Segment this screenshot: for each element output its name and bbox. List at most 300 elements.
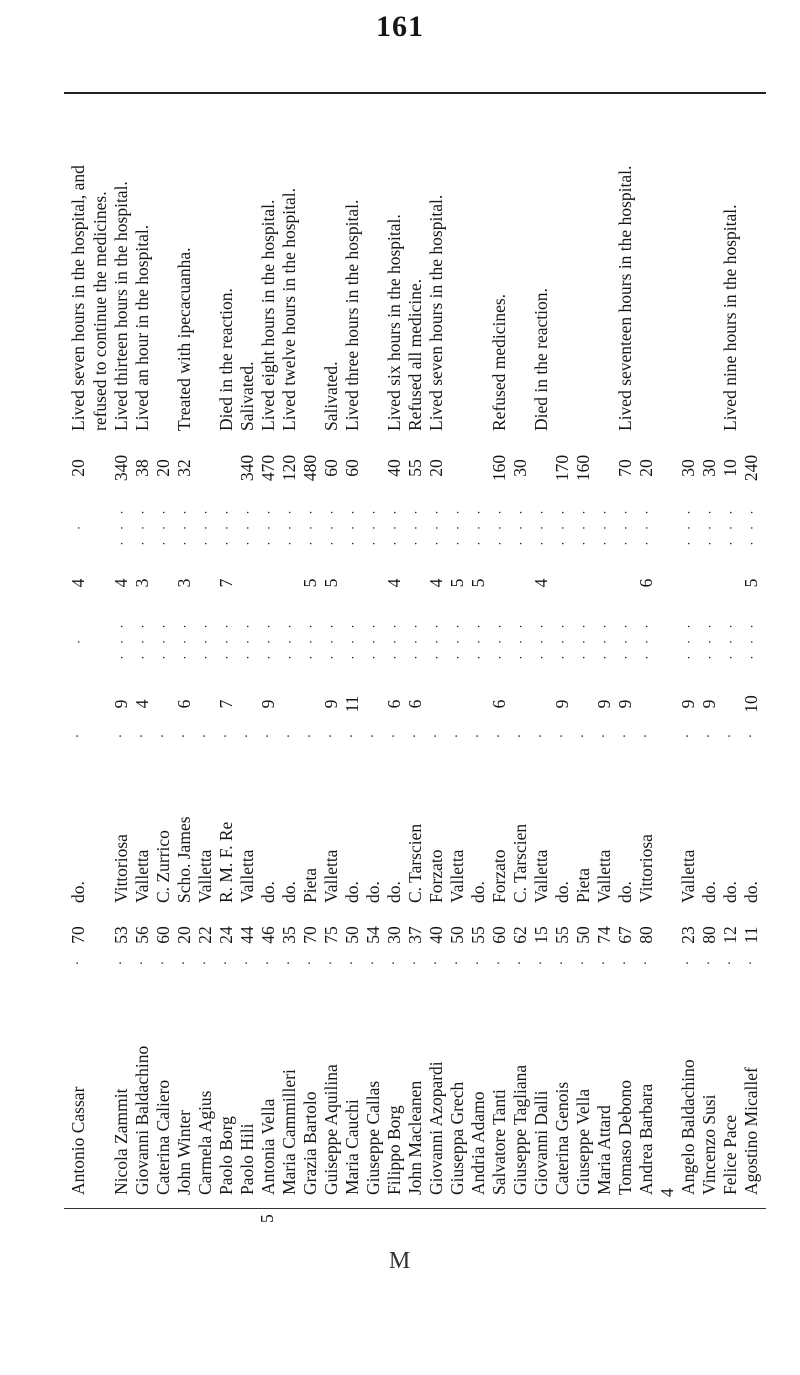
patient-name: Grazia Bartolo bbox=[300, 1091, 320, 1195]
margin-number: 5 bbox=[257, 1214, 277, 1223]
leader-dots: · bbox=[513, 733, 528, 739]
patient-name: Andria Adamo bbox=[468, 1091, 488, 1195]
result-note: Lived nine hours in the hospital. bbox=[720, 204, 740, 431]
hours-value: 9 bbox=[552, 699, 572, 709]
patient-age: 30 bbox=[384, 926, 404, 944]
table-row bbox=[132, 110, 153, 1195]
dose-value: 240 bbox=[741, 454, 761, 482]
leader-dots: · bbox=[156, 733, 171, 739]
result-note: Lived seventeen hours in the hospital. bbox=[615, 165, 635, 431]
result-note: Lived twelve hours in the hospital. bbox=[279, 187, 299, 431]
grains-value: 4 bbox=[531, 578, 551, 588]
hours-value: 7 bbox=[216, 699, 236, 709]
leader-dots: · bbox=[723, 960, 738, 966]
leader-dots: · bbox=[618, 733, 633, 739]
leader-dots: · · · bbox=[471, 620, 486, 660]
patient-name: Salvatore Tanti bbox=[489, 1089, 509, 1195]
leader-dots: · bbox=[597, 960, 612, 966]
patient-name: Vincenzo Susi bbox=[699, 1094, 719, 1195]
leader-dots: · bbox=[387, 960, 402, 966]
leader-dots: · · · bbox=[282, 620, 297, 660]
patient-age: 70 bbox=[300, 926, 320, 944]
leader-dots: · bbox=[156, 960, 171, 966]
table-row bbox=[720, 110, 741, 1195]
grains-value bbox=[258, 563, 279, 603]
grains-value: 4 bbox=[426, 578, 446, 588]
patient-locality: do. bbox=[720, 881, 740, 903]
table-row bbox=[342, 110, 363, 1195]
grains-value: 4 bbox=[111, 578, 131, 588]
leader-dots: · bbox=[366, 960, 381, 966]
leader-dots: · bbox=[345, 960, 360, 966]
patient-name: Nicola Zammit bbox=[111, 1088, 131, 1195]
leader-dots: · · · bbox=[492, 506, 507, 546]
leader-dots: · bbox=[576, 733, 591, 739]
patient-age: 46 bbox=[258, 926, 278, 944]
result-note bbox=[468, 110, 489, 431]
result-note: Salivated. bbox=[237, 361, 257, 431]
patient-age: 74 bbox=[594, 926, 614, 944]
dose-value: 60 bbox=[342, 459, 362, 477]
result-note bbox=[300, 110, 321, 431]
dose-value: 160 bbox=[573, 454, 593, 482]
patient-locality: do. bbox=[615, 881, 635, 903]
hours-value bbox=[720, 683, 741, 725]
patient-locality: Valletta bbox=[678, 849, 698, 903]
patient-age: 35 bbox=[279, 926, 299, 944]
leader-dots: · · · bbox=[387, 506, 402, 546]
patient-locality: C. Tarscien bbox=[510, 823, 530, 903]
leader-dots: · · · bbox=[702, 620, 717, 660]
table-row bbox=[741, 110, 762, 1195]
hours-value: 9 bbox=[594, 699, 614, 709]
result-note bbox=[510, 110, 531, 431]
patient-name: Antonia Vella bbox=[258, 1098, 278, 1195]
hours-value bbox=[468, 683, 489, 725]
patient-locality: do. bbox=[699, 881, 719, 903]
dose-value: 32 bbox=[174, 459, 194, 477]
patient-name: Tomaso Debono bbox=[615, 1080, 635, 1195]
patient-age: 55 bbox=[552, 926, 572, 944]
hours-value: 11 bbox=[342, 695, 362, 713]
leader-dots: · · · bbox=[324, 620, 339, 660]
grains-value: 7 bbox=[216, 578, 236, 588]
result-note: Lived seven hours in the hospital, and bbox=[68, 165, 88, 431]
patient-name: John Macleanen bbox=[405, 1080, 425, 1195]
dose-value: 160 bbox=[489, 454, 509, 482]
patient-locality: do. bbox=[279, 881, 299, 903]
patient-name: Guiseppe Aquilina bbox=[321, 1064, 341, 1195]
leader-dots: · · · bbox=[534, 620, 549, 660]
table-row bbox=[699, 110, 720, 1195]
leader-dots: · bbox=[555, 960, 570, 966]
patient-name: Agostino Micallef bbox=[741, 1067, 761, 1195]
leader-dots: · · · bbox=[135, 620, 150, 660]
leader-dots: · · · bbox=[345, 506, 360, 546]
table-row bbox=[216, 110, 237, 1195]
dose-value: 340 bbox=[237, 454, 257, 482]
result-note: Lived three hours in the hospital. bbox=[342, 199, 362, 431]
hours-value: 9 bbox=[699, 699, 719, 709]
grains-value: 6 bbox=[636, 578, 656, 588]
patient-age: 67 bbox=[615, 926, 635, 944]
leader-dots: · bbox=[240, 960, 255, 966]
leader-dots: · bbox=[450, 733, 465, 739]
leader-dots: · bbox=[681, 733, 696, 739]
patient-name: Carmela Agius bbox=[195, 1090, 215, 1195]
leader-dots: · · · bbox=[702, 506, 717, 546]
leader-dots: · · · bbox=[240, 620, 255, 660]
patient-name: John Winter bbox=[174, 1109, 194, 1195]
leader-dots: · · · bbox=[597, 620, 612, 660]
patient-age: 75 bbox=[321, 926, 341, 944]
hours-value bbox=[447, 683, 468, 725]
grains-value bbox=[510, 563, 531, 603]
leader-dots: · · · bbox=[534, 506, 549, 546]
patient-age: 22 bbox=[195, 926, 215, 944]
hours-value bbox=[279, 683, 300, 725]
dose-value bbox=[216, 445, 237, 491]
hours-value: 9 bbox=[615, 699, 635, 709]
grains-value bbox=[363, 563, 384, 603]
grains-value bbox=[405, 563, 426, 603]
table-row bbox=[237, 110, 258, 1195]
patient-age: 15 bbox=[531, 926, 551, 944]
leader-dots: · · · bbox=[429, 506, 444, 546]
dose-value: 120 bbox=[279, 454, 299, 482]
leader-dots: · bbox=[534, 960, 549, 966]
result-note bbox=[741, 110, 762, 431]
leader-dots: · bbox=[702, 960, 717, 966]
patient-age: 70 bbox=[68, 926, 88, 944]
top-rule bbox=[64, 92, 766, 94]
leader-dots: · bbox=[471, 960, 486, 966]
hours-value bbox=[363, 683, 384, 725]
dose-value: 30 bbox=[678, 459, 698, 477]
leader-dots: · bbox=[71, 521, 86, 531]
grains-value: 4 bbox=[384, 578, 404, 588]
table-row bbox=[68, 110, 89, 1195]
leader-dots: · bbox=[387, 733, 402, 739]
margin-number: 4 bbox=[657, 1188, 677, 1197]
table-row bbox=[384, 110, 405, 1195]
patient-locality: do. bbox=[342, 881, 362, 903]
result-note: Died in the reaction. bbox=[531, 288, 551, 431]
leader-dots: · bbox=[261, 733, 276, 739]
table-row bbox=[111, 110, 132, 1195]
leader-dots: · · · bbox=[681, 506, 696, 546]
patient-locality: do. bbox=[363, 881, 383, 903]
patient-name: Filippo Borg bbox=[384, 1105, 404, 1195]
leader-dots: · bbox=[618, 960, 633, 966]
leader-dots: · bbox=[219, 960, 234, 966]
table-row bbox=[531, 110, 552, 1195]
leader-dots: · bbox=[177, 733, 192, 739]
leader-dots: · bbox=[261, 960, 276, 966]
bottom-rule bbox=[64, 1208, 766, 1209]
result-note bbox=[573, 110, 594, 431]
patient-name: Maria Cauchi bbox=[342, 1099, 362, 1195]
table-row bbox=[321, 110, 342, 1195]
leader-dots: · bbox=[198, 960, 213, 966]
patient-locality: Scho. James bbox=[174, 816, 194, 903]
leader-dots: · bbox=[114, 733, 129, 739]
hours-value: 9 bbox=[111, 699, 131, 709]
patient-age: 40 bbox=[426, 926, 446, 944]
patient-locality: Forzato bbox=[426, 849, 446, 903]
leader-dots: · · · bbox=[114, 506, 129, 546]
table-row bbox=[573, 110, 594, 1195]
table-row bbox=[447, 110, 468, 1195]
hours-value: 6 bbox=[174, 699, 194, 709]
patient-name: Caterina Caliero bbox=[153, 1079, 173, 1195]
grains-value: 3 bbox=[132, 578, 152, 588]
patient-age: 62 bbox=[510, 926, 530, 944]
grains-value bbox=[195, 563, 216, 603]
result-note: Treated with ipecacuanha. bbox=[174, 247, 194, 431]
dose-value: 30 bbox=[510, 459, 530, 477]
leader-dots: · bbox=[681, 960, 696, 966]
leader-dots: · · · bbox=[471, 506, 486, 546]
leader-dots: · bbox=[303, 733, 318, 739]
leader-dots: · bbox=[492, 960, 507, 966]
hours-value bbox=[531, 683, 552, 725]
dose-value bbox=[195, 445, 216, 491]
patient-locality: Forzato bbox=[489, 849, 509, 903]
patient-locality: Valletta bbox=[237, 849, 257, 903]
result-note bbox=[153, 110, 174, 431]
patient-name: Giuseppe Callas bbox=[363, 1080, 383, 1195]
leader-dots: · bbox=[450, 960, 465, 966]
result-note: Died in the reaction. bbox=[216, 288, 236, 431]
leader-dots: · bbox=[429, 733, 444, 739]
dose-value: 470 bbox=[258, 454, 278, 482]
patient-name: Giuseppe Vella bbox=[573, 1088, 593, 1195]
dose-value bbox=[363, 445, 384, 491]
leader-dots: · bbox=[639, 733, 654, 739]
leader-dots: · · · bbox=[408, 620, 423, 660]
patient-locality: Valletta bbox=[594, 849, 614, 903]
patient-locality: do. bbox=[552, 881, 572, 903]
table-row bbox=[195, 110, 216, 1195]
leader-dots: · bbox=[71, 635, 86, 645]
leader-dots: · bbox=[408, 733, 423, 739]
patient-locality: Pieta bbox=[300, 868, 320, 903]
hours-value: 6 bbox=[489, 699, 509, 709]
patient-age: 56 bbox=[132, 926, 152, 944]
leader-dots: · · · bbox=[303, 620, 318, 660]
leader-dots: · bbox=[744, 733, 759, 739]
leader-dots: · · · bbox=[681, 620, 696, 660]
leader-dots: · bbox=[303, 960, 318, 966]
leader-dots: · bbox=[744, 960, 759, 966]
dose-value: 20 bbox=[153, 459, 173, 477]
leader-dots: · · · bbox=[744, 620, 759, 660]
leader-dots: · · · bbox=[555, 506, 570, 546]
table-row bbox=[636, 110, 657, 1195]
dose-value: 10 bbox=[720, 459, 740, 477]
patient-name: Giovanni Dalli bbox=[531, 1090, 551, 1195]
leader-dots: · · · bbox=[513, 620, 528, 660]
leader-dots: · bbox=[114, 960, 129, 966]
table-row bbox=[300, 110, 321, 1195]
grains-value: 5 bbox=[447, 578, 467, 588]
patient-age: 60 bbox=[489, 926, 509, 944]
table-row bbox=[594, 110, 615, 1195]
page-number: 161 bbox=[376, 10, 424, 43]
leader-dots: · · · bbox=[177, 620, 192, 660]
leader-dots: · · · bbox=[282, 506, 297, 546]
patient-locality: do. bbox=[741, 881, 761, 903]
dose-value: 20 bbox=[426, 459, 446, 477]
grains-value bbox=[678, 563, 699, 603]
leader-dots: · bbox=[408, 960, 423, 966]
patient-age: 54 bbox=[363, 926, 383, 944]
patient-locality: C. Tarscien bbox=[405, 823, 425, 903]
leader-dots: · bbox=[324, 733, 339, 739]
leader-dots: · · · bbox=[177, 506, 192, 546]
leader-dots: · · · bbox=[261, 620, 276, 660]
hours-value: 9 bbox=[321, 699, 341, 709]
leader-dots: · bbox=[534, 733, 549, 739]
hours-value bbox=[426, 683, 447, 725]
result-note: Refused medicines. bbox=[489, 293, 509, 431]
leader-dots: · · · bbox=[429, 620, 444, 660]
patient-locality: R. M. F. Re bbox=[216, 821, 236, 903]
leader-dots: · bbox=[282, 960, 297, 966]
patient-age: 24 bbox=[216, 926, 236, 944]
patient-name: Paolo Borg bbox=[216, 1116, 236, 1195]
result-note bbox=[699, 110, 720, 431]
grains-value bbox=[342, 563, 363, 603]
table-row bbox=[153, 110, 174, 1195]
hours-value: 9 bbox=[678, 699, 698, 709]
patient-locality: Vittoriosa bbox=[111, 834, 131, 903]
dose-value bbox=[468, 445, 489, 491]
patient-age: 12 bbox=[720, 926, 740, 944]
hours-value bbox=[153, 683, 174, 725]
leader-dots: · · · bbox=[408, 506, 423, 546]
result-note bbox=[195, 110, 216, 431]
hours-value bbox=[510, 683, 531, 725]
leader-dots: · · · bbox=[261, 506, 276, 546]
grains-value bbox=[699, 563, 720, 603]
dose-value: 70 bbox=[615, 459, 635, 477]
result-note: refused to continue the medicines. bbox=[90, 191, 110, 431]
patient-name: Caterina Genois bbox=[552, 1081, 572, 1195]
hours-value: 6 bbox=[384, 699, 404, 709]
leader-dots: · · · bbox=[723, 506, 738, 546]
patient-age: 60 bbox=[153, 926, 173, 944]
dose-value: 20 bbox=[636, 459, 656, 477]
grains-value bbox=[615, 563, 636, 603]
grains-value: 3 bbox=[174, 578, 194, 588]
leader-dots: · bbox=[219, 733, 234, 739]
leader-dots: · bbox=[240, 733, 255, 739]
leader-dots: · bbox=[429, 960, 444, 966]
patient-locality: C. Zurrico bbox=[153, 830, 173, 903]
dose-value: 55 bbox=[405, 459, 425, 477]
leader-dots: · · · bbox=[303, 506, 318, 546]
result-note: Lived six hours in the hospital. bbox=[384, 214, 404, 431]
grains-value: 5 bbox=[321, 578, 341, 588]
leader-dots: · · · bbox=[513, 506, 528, 546]
patient-age: 23 bbox=[678, 926, 698, 944]
result-note: Salivated. bbox=[321, 361, 341, 431]
leader-dots: · · · bbox=[240, 506, 255, 546]
result-note: Lived eight hours in the hospital. bbox=[258, 199, 278, 431]
leader-dots: · bbox=[723, 733, 738, 739]
leader-dots: · bbox=[366, 733, 381, 739]
table-row bbox=[489, 110, 510, 1195]
hours-value: 9 bbox=[258, 699, 278, 709]
leader-dots: · · · bbox=[597, 506, 612, 546]
hours-value: 6 bbox=[405, 699, 425, 709]
patient-locality: Valletta bbox=[447, 849, 467, 903]
patient-locality: Valletta bbox=[132, 849, 152, 903]
leader-dots: · bbox=[513, 960, 528, 966]
leader-dots: · bbox=[471, 733, 486, 739]
patient-locality: Valletta bbox=[195, 849, 215, 903]
table-row bbox=[174, 110, 195, 1195]
patient-name: Antonio Cassar bbox=[68, 1086, 88, 1195]
leader-dots: · · · bbox=[639, 506, 654, 546]
leader-dots: · · · bbox=[135, 506, 150, 546]
patient-locality: do. bbox=[68, 881, 88, 903]
margin-row bbox=[257, 1155, 278, 1223]
patient-age: 50 bbox=[573, 926, 593, 944]
result-note: Lived an hour in the hospital. bbox=[132, 224, 152, 431]
patient-locality: Valletta bbox=[531, 849, 551, 903]
leader-dots: · · · bbox=[219, 506, 234, 546]
result-note: Lived seven hours in the hospital. bbox=[426, 194, 446, 431]
patient-locality: Valletta bbox=[321, 849, 341, 903]
table-row bbox=[90, 110, 111, 1195]
result-note bbox=[636, 110, 657, 431]
leader-dots: · bbox=[702, 733, 717, 739]
table-row bbox=[678, 110, 699, 1195]
table-row bbox=[510, 110, 531, 1195]
leader-dots: · · · bbox=[723, 620, 738, 660]
patient-age: 11 bbox=[741, 926, 761, 944]
grains-value bbox=[279, 563, 300, 603]
dose-value: 170 bbox=[552, 454, 572, 482]
patient-locality: do. bbox=[258, 881, 278, 903]
patient-name: Andrea Barbara bbox=[636, 1083, 656, 1195]
table-row bbox=[279, 110, 300, 1195]
leader-dots: · · · bbox=[345, 620, 360, 660]
dose-value: 30 bbox=[699, 459, 719, 477]
leader-dots: · bbox=[135, 960, 150, 966]
patient-locality: do. bbox=[468, 881, 488, 903]
rotated-case-table bbox=[64, 110, 766, 1223]
leader-dots: · · · bbox=[156, 620, 171, 660]
patient-age: 50 bbox=[342, 926, 362, 944]
table-row bbox=[468, 110, 489, 1195]
leader-dots: · · · bbox=[156, 506, 171, 546]
result-note bbox=[447, 110, 468, 431]
table-row bbox=[258, 110, 279, 1195]
table-row bbox=[657, 110, 678, 1195]
leader-dots: · · · bbox=[576, 506, 591, 546]
leader-dots: · · · bbox=[618, 506, 633, 546]
hours-value bbox=[237, 683, 258, 725]
patient-name: Angelo Baldachino bbox=[678, 1059, 698, 1195]
leader-dots: · bbox=[639, 960, 654, 966]
hours-value bbox=[636, 683, 657, 725]
leader-dots: · · · bbox=[492, 620, 507, 660]
patient-locality: do. bbox=[384, 881, 404, 903]
